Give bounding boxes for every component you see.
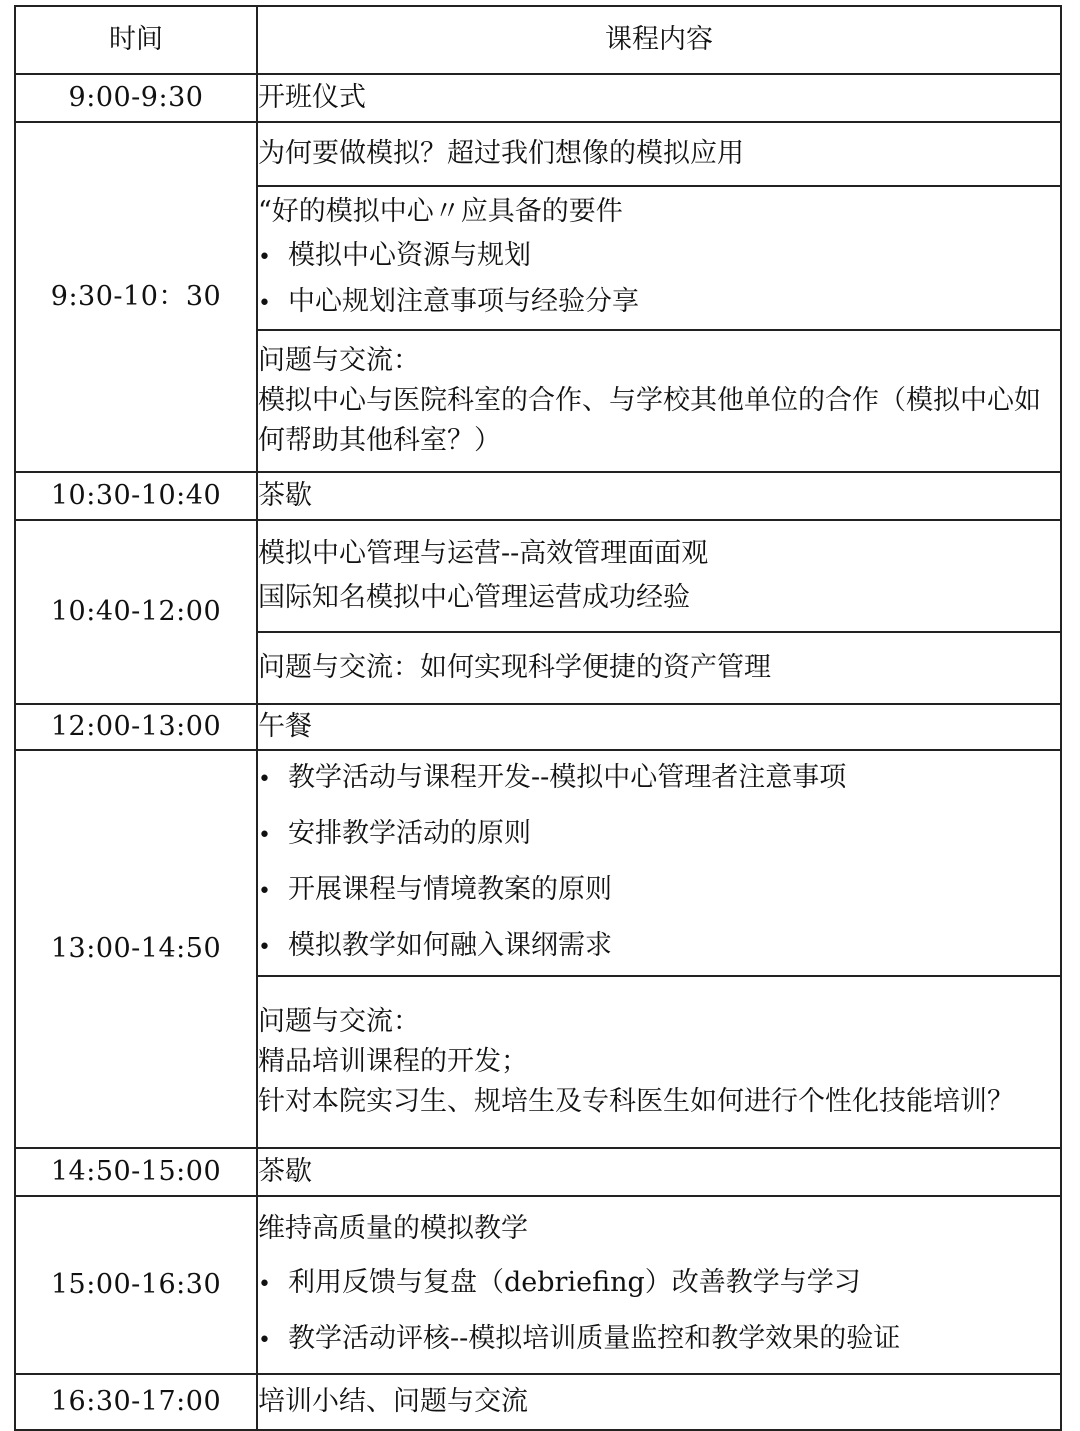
bullet-icon: • (258, 1272, 271, 1297)
bullet-item (258, 863, 1060, 919)
bullet-icon: • (258, 767, 271, 792)
content-cell (257, 1196, 1061, 1374)
bullet-icon: • (258, 245, 271, 270)
bullet-item (258, 751, 1060, 807)
session-title (258, 1202, 1060, 1256)
table-row (15, 74, 1061, 122)
discussion-text: 精品培训课程的开发； (258, 1046, 528, 1077)
content-cell (257, 750, 1061, 976)
bullet-item (258, 1256, 1060, 1312)
bullet-icon: • (258, 823, 271, 848)
header-row (15, 6, 1061, 74)
bullet-text: 利用反馈与复盘（debriefing）改善教学与学习 (288, 1267, 861, 1298)
time-cell: 9:00-9:30 (15, 74, 257, 122)
time-cell: 14:50-15:00 (15, 1148, 257, 1196)
content-cell (257, 330, 1061, 472)
table-row (15, 472, 1061, 520)
session-title: “好的模拟中心〃应具备的要件 (258, 196, 623, 227)
table-row (15, 750, 1061, 976)
bullet-text: 模拟中心资源与规划 (288, 240, 531, 271)
table-row (15, 1196, 1061, 1374)
bullet-text: 中心规划注意事项与经验分享 (288, 286, 639, 317)
bullet-item (258, 280, 1060, 326)
content-cell (257, 976, 1061, 1148)
content-cell (257, 1148, 1061, 1196)
discussion-text: 问题与交流：如何实现科学便捷的资产管理 (258, 652, 771, 683)
content-cell (257, 74, 1061, 122)
content-cell (257, 520, 1061, 632)
bullet-text: 模拟教学如何融入课纲需求 (288, 930, 612, 961)
table-row (15, 1374, 1061, 1430)
header-time: 时间 (15, 6, 257, 74)
content-cell (257, 1374, 1061, 1430)
discussion-title: 问题与交流： (258, 1006, 420, 1037)
session-title: 午餐 (258, 711, 312, 742)
time-cell: 13:00-14:50 (15, 750, 257, 1148)
table-row (15, 704, 1061, 750)
content-cell (257, 186, 1061, 330)
time-cell: 15:00-16:30 (15, 1196, 257, 1374)
session-title: 茶歇 (258, 1156, 312, 1187)
bullet-text: 教学活动评核--模拟培训质量监控和教学效果的验证 (288, 1323, 901, 1354)
schedule-document (14, 5, 1060, 1418)
bullet-item (258, 919, 1060, 975)
bullet-item (258, 1312, 1060, 1368)
session-title: 茶歇 (258, 480, 312, 511)
bullet-text: 安排教学活动的原则 (288, 818, 531, 849)
session-subtitle: 国际知名模拟中心管理运营成功经验 (258, 582, 690, 613)
table-row (15, 122, 1061, 186)
bullet-icon: • (258, 1328, 271, 1353)
content-cell (257, 704, 1061, 750)
bullet-text: 教学活动与课程开发--模拟中心管理者注意事项 (288, 762, 847, 793)
content-cell (257, 472, 1061, 520)
time-cell: 12:00-13:00 (15, 704, 257, 750)
discussion-text: 针对本院实习生、规培生及专科医生如何进行个性化技能培训？ (258, 1086, 1014, 1117)
bullet-icon: • (258, 291, 271, 316)
session-title-text: 维持高质量的模拟教学 (258, 1213, 528, 1244)
discussion-text: 模拟中心与医院科室的合作、与学校其他单位的合作（模拟中心如何帮助其他科室？） (258, 385, 1041, 456)
discussion-title: 问题与交流： (258, 345, 420, 376)
content-cell (257, 632, 1061, 704)
session-title: 开班仪式 (258, 82, 366, 113)
schedule-table (14, 5, 1062, 1431)
header-content: 课程内容 (257, 6, 1061, 74)
table-row (15, 520, 1061, 632)
content-cell (257, 122, 1061, 186)
time-cell: 10:30-10:40 (15, 472, 257, 520)
table-row (15, 1148, 1061, 1196)
bullet-item (258, 234, 1060, 280)
session-title: 培训小结、问题与交流 (258, 1386, 528, 1417)
session-title: 模拟中心管理与运营--高效管理面面观 (258, 538, 709, 569)
time-cell: 9:30-10：30 (15, 122, 257, 472)
bullet-icon: • (258, 935, 271, 960)
session-title: 为何要做模拟？超过我们想像的模拟应用 (258, 138, 744, 169)
bullet-item (258, 807, 1060, 863)
time-cell: 16:30-17:00 (15, 1374, 257, 1430)
bullet-icon: • (258, 879, 271, 904)
bullet-text: 开展课程与情境教案的原则 (288, 874, 612, 905)
time-cell: 10:40-12:00 (15, 520, 257, 704)
